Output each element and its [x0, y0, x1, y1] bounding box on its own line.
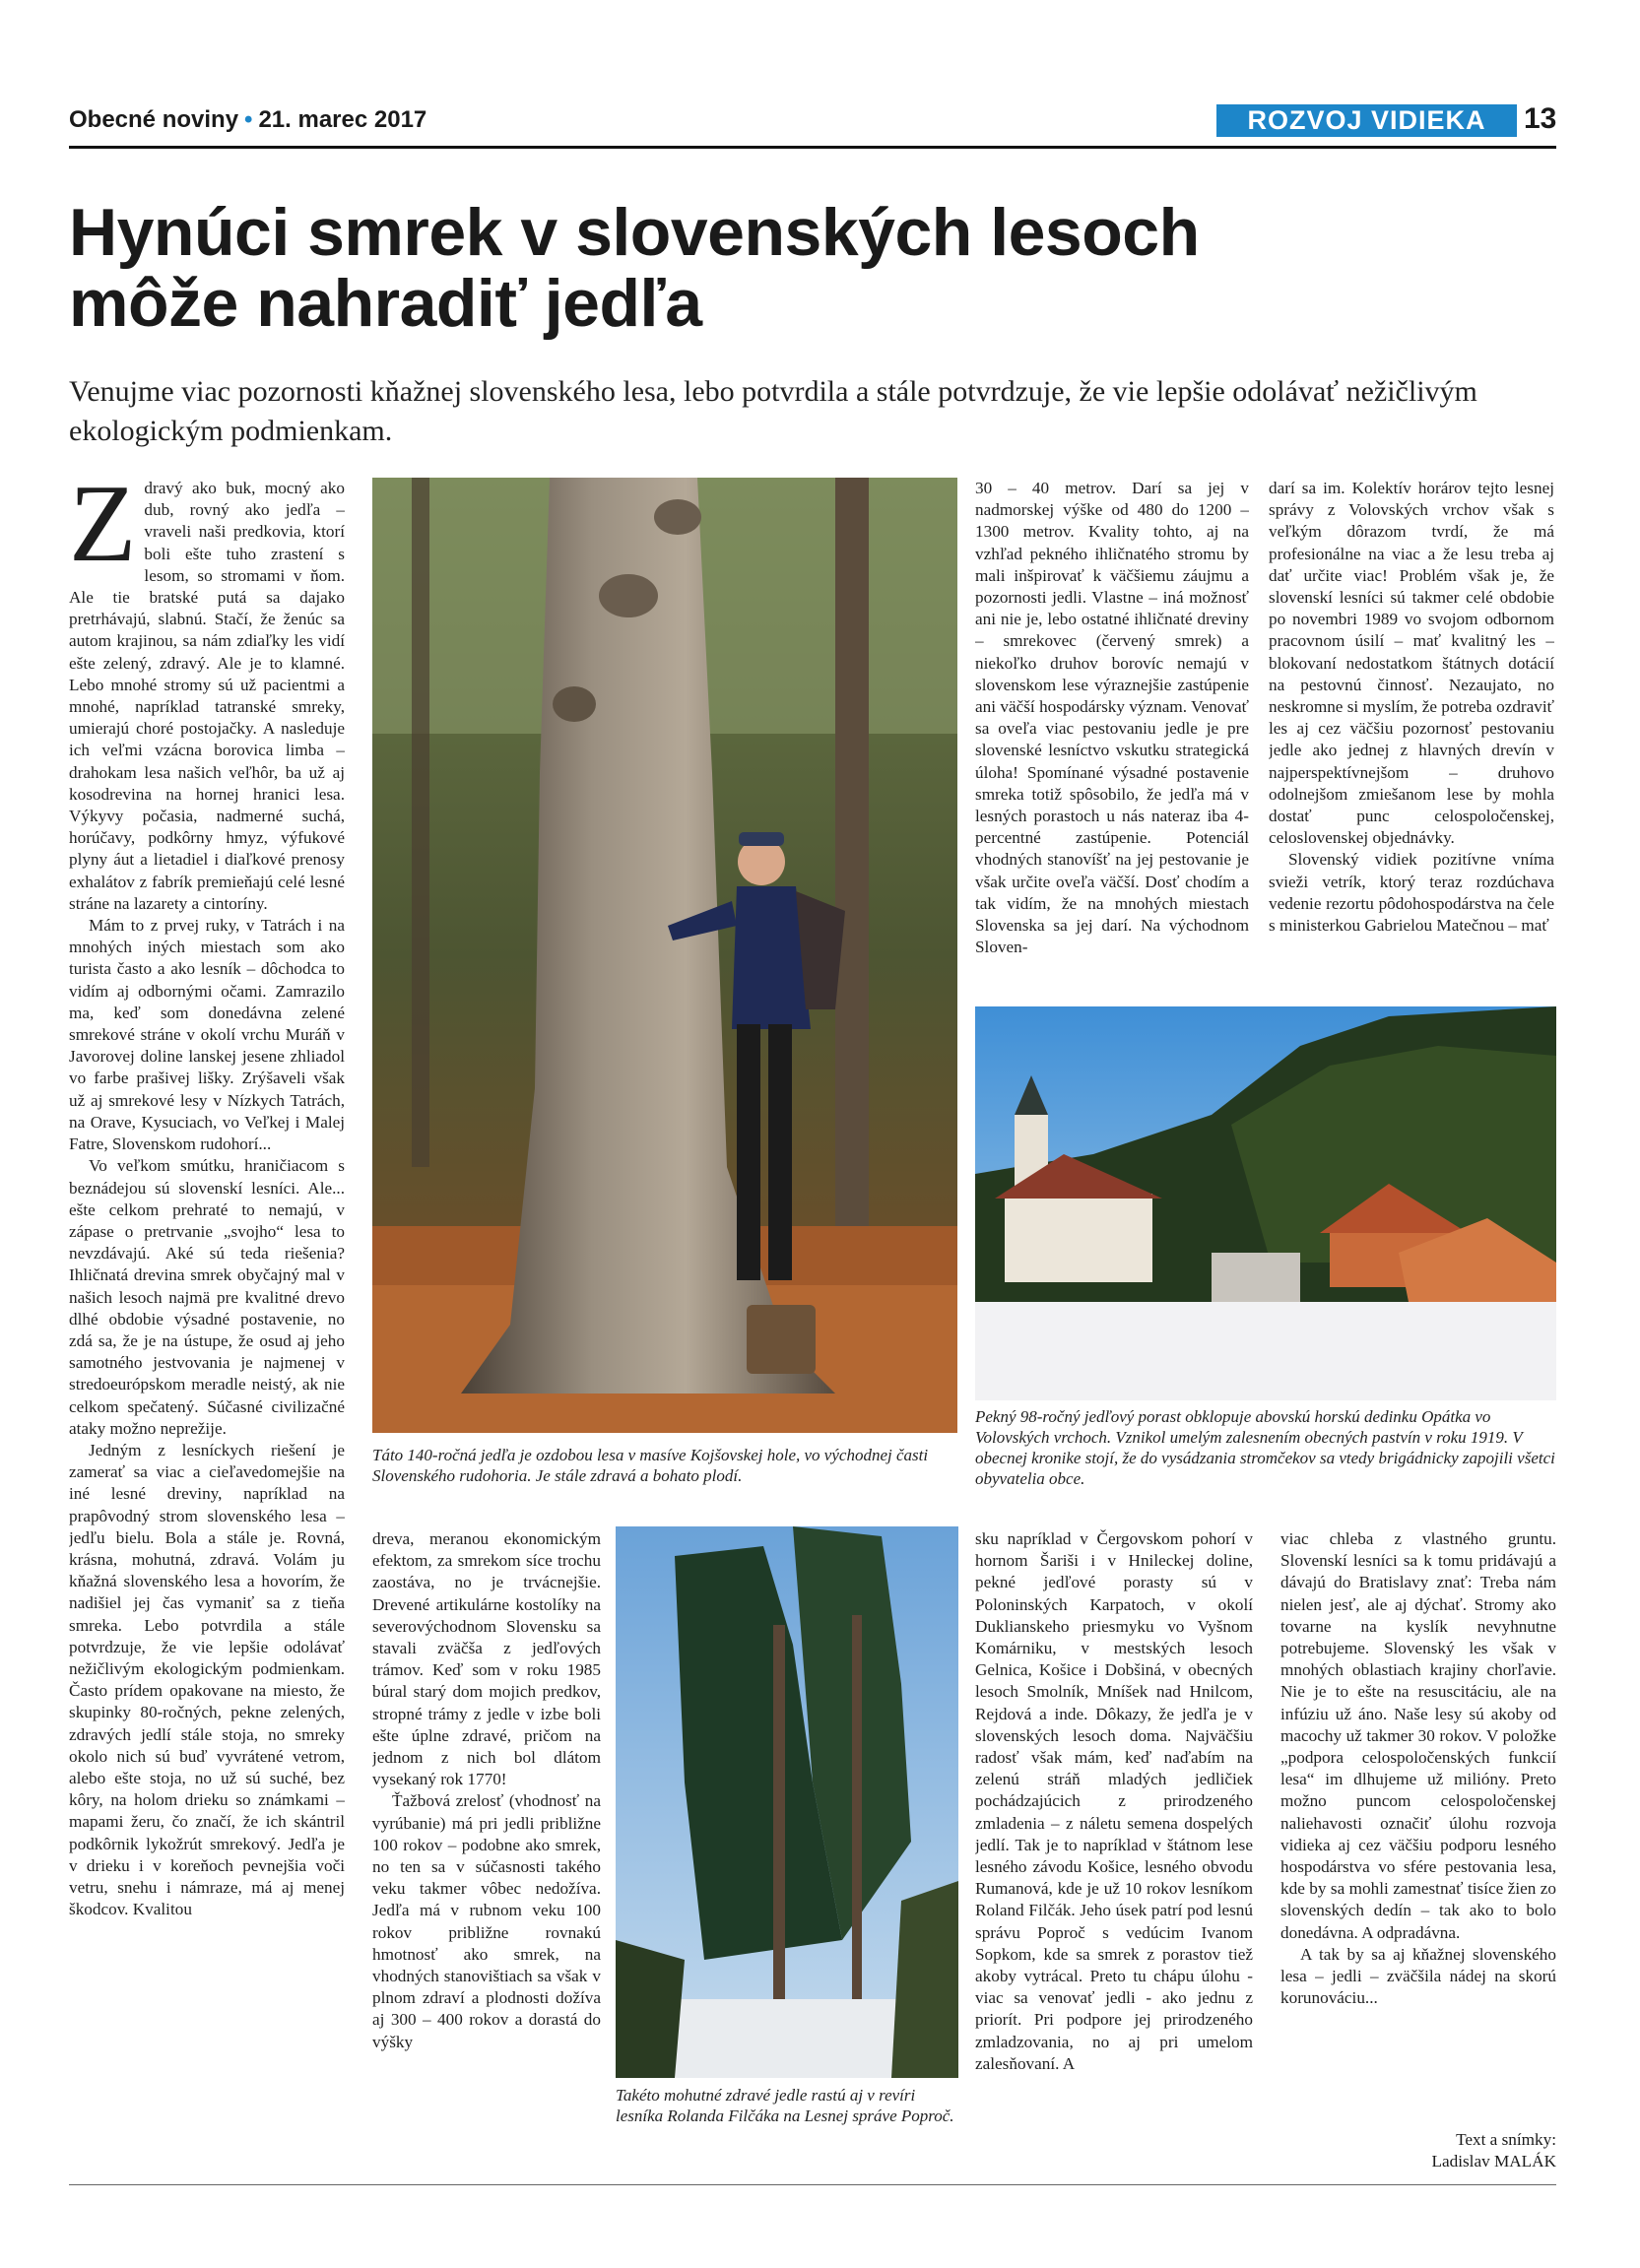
caption-village: Pekný 98-ročný jedľový porast obklopuje abovskú horskú dedinku Opátka vo Volovských vrchoch. Vznikol umelým zalesnením obecných pastvín v roku 1919. V obecnej kronike stojí, že do vysádzania stromčekov sa vtedy brigádnicky zapojili všetci obyvatelia obce.	[975, 1407, 1555, 1488]
article-column-3-bottom	[975, 1528, 1253, 2169]
paragraph: sku napríklad v Čergovskom pohorí v hornom Šariši i v Hnileckej doline, pekné jedľové porasty sú v Poloninských Karpatoch, v okolí Duklianskeho priesmyku vo Vyšnom Komárniku, v mestských lesoch Gelnica, Košice i Dobšiná, v obecných lesoch Smolník, Mníšek nad Hnilcom, Rejdová a inde. Dôkazy, že jedľa je v slovenských lesoch doma. Najväčšiu radosť však mám, keď naďabím na zelenú stráň mladých jedličiek pochádzajúcich z prirodzeného zmladenia – z náletu semena dospelých jedlí. Tak je to napríklad v štátnom lese lesného závodu Košice, lesného obvodu Rumanová, kde je už 10 rokov lesníkom Roland Filčák. Jeho úsek patrí pod lesnú správu Poproč s vedúcim Ivanom Sopkom, kde sa smrek z porastov tiež akoby vytrácal. Preto tu chápu úlohu - viac sa venovať jedli - ako jednu z priorít. Pri podpore jej prirodzeného zmladzovania, no aj pri umelom zalesňovaní. A	[975, 1529, 1253, 2073]
header-rule	[69, 146, 1556, 149]
headline-line-1: Hynúci smrek v slovenských lesoch	[69, 195, 1200, 270]
forest-photo-image	[372, 478, 957, 1433]
paragraph: Ťažbová zrelosť (vhodnosť na vyrúbanie) má pri jedli približne 100 rokov – podobne ako smrek, no ten sa v súčasnosti takého veku takmer vôbec nedožíva. Jedľa má v rubnom veku 100 rokov približne rovnakú hmotnosť ako smrek, na vhodných stanovištiach sa však v plnom zdraví a plodnosti dožíva aj 300 – 400 rokov a dorastá do výšky	[372, 1791, 601, 2051]
footer-rule	[69, 2184, 1556, 2185]
section-badge: ROZVOJ VIDIEKA	[1216, 104, 1517, 137]
caption-tall-firs: Takéto mohutné zdravé jedle rastú aj v revíri lesníka Rolanda Filčáka na Lesnej správe Poproč.	[616, 2086, 954, 2125]
paragraph: darí sa im. Kolektív horárov tejto lesnej správy z Volovských vrchov však s veľkým dôrazom tvrdí, že má profesionálne na viac a že lesu treba aj dať určite viac! Problém však je, že slovenskí lesníci sú takmer celé obdobie po novembri 1989 vo svojom odbornom pracovnom úsilí – mať kvalitný les – blokovaní nedostatkom štátnych dotácií na pestovnú činnosť. Nezaujato, no neskromne si myslím, že potreba ozdraviť les aj cez väčšiu pozornosť pestovaniu jedle ako jednej z hlavných drevín v najperspektívnejšom – druhovo odolnejšom zmiešanom lese by mohla dostať punc celospoločenskej, celoslovenskej objednávky.	[1269, 479, 1554, 848]
paragraph: A tak by sa aj kňažnej slovenského lesa – jedli – zväčšila nádej na skorú korunováciu...	[1280, 1944, 1556, 2008]
publication-name: Obecné noviny	[69, 106, 239, 133]
author-name: Ladislav MALÁK	[1431, 2152, 1556, 2171]
article-headline	[69, 197, 1566, 339]
author-signature	[1280, 2129, 1556, 2172]
article-lead: Venujme viac pozornosti kňažnej slovenského lesa, lebo potvrdila a stále potvrdzuje, že vie lepšie odolávať nežičlivým ekologickým podmienkam.	[69, 375, 1477, 447]
photo-village	[975, 1006, 1556, 1400]
village-photo-image	[975, 1006, 1556, 1400]
paragraph: Zdravý ako buk, mocný ako dub, rovný ako jedľa – vraveli naši predkovia, ktorí boli ešte tuho zrastení s lesom, so stromami v ňom. Ale tie bratské putá sa dajako pretrhávajú, slabnú. Stačí, že ženúc sa autom krajinou, sa nám zdiaľky les vidí ešte zelený, zdravý. Ale je to klamné. Lebo mnohé stromy sú už pacientmi a mnohé, napríklad tatranské smreky, umierajú choré postojačky. A nasleduje ich veľmi vzácna borovica limba – drahokam lesa našich veľhôr, ba už aj kosodrevina na hornej hranici lesa. Výkyvy počasia, nadmerné suchá, horúčavy, podkôrny hmyz, výfukové plyny áut a lietadiel i diaľkové prenosy exhalátov z fabrík premieňajú celé lesné stráne na lazarety a cintoríny.	[69, 478, 345, 913]
page-number: 13	[1524, 102, 1557, 135]
paragraph: dreva, meranou ekonomickým efektom, za smrekom síce trochu zaostáva, no je trvácnejšie. Drevené artikulárne kostolíky na severovýchodnom Slovensku sa stavali zväčša z jedľových trámov. Keď som v roku 1985 búral starý dom mojich predkov, stropné trámy z jedle v izbe boli ešte úplne zdravé, pričom na jednom z nich bol dlátom vysekaný rok 1770!	[372, 1529, 601, 1789]
photo-big-fir	[372, 478, 957, 1433]
article-column-4-top	[1269, 478, 1554, 1000]
paragraph: viac chleba z vlastného gruntu. Slovenskí lesníci sa k tomu pridávajú a dávajú do Bratislavy znať: Treba nám nielen jesť, ale aj dýchať. Stromy ako tovarne na kyslík nevyhnutne potrebujeme. Slovenský les však v mnohých oblastiach krajiny chorľavie. Nie je to ešte na resuscitáciu, ale na infúziu už áno. Naše lesy sú akoby od macochy už takmer 30 rokov. V položke „podpora celospoločenských funkcií lesa“ im dlhujeme už milióny. Preto možno puncom celospoločenskej naliehavosti označiť úlohu rozvoja vidieka aj cez väčšiu podporu lesného hospodárstva vo sfére pestovania lesa, kde by sa mohli zamestnať tisíce žien zo slovenských dedín – tak ako to bolo donedávna. A odpradávna.	[1280, 1529, 1556, 1942]
photo-tall-firs	[616, 1526, 958, 2078]
article-column-1	[69, 478, 345, 2162]
article-column-2-bottom	[372, 1528, 601, 2169]
article-column-4-bottom	[1280, 1528, 1556, 2119]
headline-line-2: môže nahradiť jedľa	[69, 266, 702, 341]
signature-label: Text a snímky:	[1456, 2130, 1556, 2149]
article-column-3-top	[975, 478, 1249, 1000]
caption-big-fir: Táto 140-ročná jedľa je ozdobou lesa v masíve Kojšovskej hole, vo východnej časti Slovenského rudohoria. Je stále zdravá a bohato plodí.	[372, 1446, 929, 1485]
paragraph: 30 – 40 metrov. Darí sa jej v nadmorskej výške od 480 do 1200 – 1300 metrov. Kvality tohto, aj na vzhľad pekného ihličnatého stromu by mali inšpirovať k väčšiemu záujmu a pozornosti jedli. Vlastne – iná možnosť ani nie je, lebo ostatné ihličnaté dreviny – smrekovec (červený smrek) a niekoľko druhov borovíc nemajú v slovenskom lese výraznejšie zastúpenie ani väčší hospodársky význam. Venovať sa oveľa viac pestovaniu jedle je pre slovenské lesníctvo vskutku strategická úloha! Spomínané výsadné postavenie smreka totiž spôsobilo, že jedľa má v lesných porastoch u nás nateraz iba 4-percentné zastúpenie. Potenciál vhodných stanovíšť na jej pestovanie je však určite oveľa väčší. Dosť chodím a tak vidím, že na mnohých miestach Slovenska sa jej darí. Na východnom Sloven-	[975, 479, 1249, 957]
drop-cap: Z	[69, 478, 137, 585]
paragraph: Mám to z prvej ruky, v Tatrách i na mnohých iných miestach som ako turista často a ako lesník – dôchodca to vidím aj odbornými očami. Zamrazilo ma, keď som donedávna zelené smrekové stráne v okolí vrchu Muráň v Javorovej doline lanskej jesene zhliadol vo farbe prašivej lišky. Zrýšaveli však už aj smrekové lesy v Nízkych Tatrách, na Orave, Kysuciach, vo Veľkej i Malej Fatre, Slovenskom rudohorí...	[69, 916, 345, 1154]
publication-header	[69, 106, 426, 134]
separator-dot: •	[244, 106, 253, 133]
issue-date: 21. marec 2017	[258, 106, 427, 133]
paragraph: Jedným z lesníckych riešení je zamerať sa viac a cieľavedomejšie na iné lesné dreviny, napríklad na prapôvodný strom slovenského lesa – jedľu bielu. Bola a stále je. Rovná, krásna, mohutná, zdravá. Volám ju kňažná slovenského lesa a hovorím, že nadišiel jej čas vymaniť sa z tieňa smreka. Lebo potvrdila a stále potvrdzuje, že vie lepšie odolávať nežičlivým ekologickým podmienkam. Často prídem opakovane na miesto, že skupinky 80-ročných, pekne zelených, zdravých jedlí stále stoja, no smreky okolo nich sú buď vyvrátené vetrom, alebo ešte stoja, no už sú suché, bez kôry, na holom drieku so známkami – mapami žeru, čo značí, že ich skántril podkôrnik lykožrút smrekový. Jedľa je v drieku i v koreňoch pevnejšia voči vetru, snehu i námraze, má aj menej škodcov. Kvalitou	[69, 1440, 345, 1919]
paragraph: Vo veľkom smútku, hraničiacom s beznádejou sú slovenskí lesníci. Ale... ešte celkom prehraté to nemajú, v zápase o pretrvanie „svojho“ lesa to nevzdávajú. Aké sú teda riešenia? Ihličnatá drevina smrek obyčajný mal v našich lesoch najmä pre kvalitné drevo dlhé obdobie výsadné postavenie, no zdá sa, že je na ústupe, že osud aj jeho samotného jestvovania je najmenej v stredoeurópskom meradle neistý, ak nie celkom spečatený. Súčasné civilizačné ataky možno neprežije.	[69, 1156, 345, 1438]
tall-firs-photo-image	[616, 1526, 958, 2078]
paragraph: Slovenský vidiek pozitívne vníma svieži vetrík, ktorý teraz rozdúchava vedenie rezortu pôdohospodárstva na čele s ministerkou Gabrielou Matečnou – mať	[1269, 850, 1554, 936]
